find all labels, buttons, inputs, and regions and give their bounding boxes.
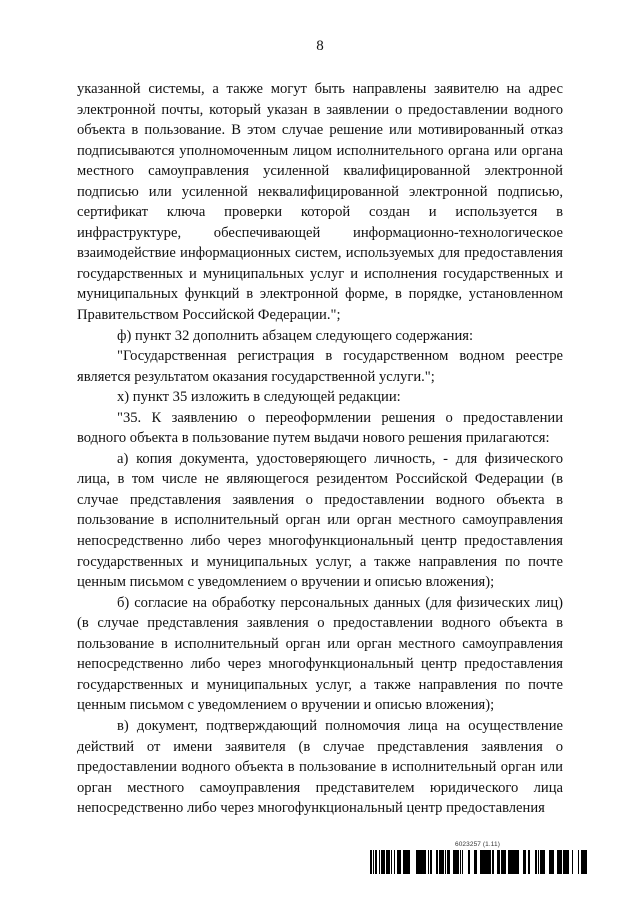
barcode-bar [540, 850, 542, 874]
paragraph-item-kh: х) пункт 35 изложить в следующей редакции: [117, 389, 401, 406]
barcode-bar [455, 850, 456, 874]
barcode-bar [387, 850, 389, 874]
barcode-bar [501, 850, 502, 874]
paragraph-subitem-a: а) копия документа, удостоверяющего личность, - для физического лица, в том числе не являющегося резидентом Российской Федерации (в случае представления заявления о предоставлении водного объекта в пользование в исполнительный орган или орган местного самоуправления непосредственно либо через многофункциональный центр предоставления государственных и муниципальных услуг, а также направления по почте ценным письмом с уведомлением о вручении и описью вложения); [77, 450, 563, 591]
barcode-bar [559, 850, 560, 874]
barcode-bar [468, 850, 470, 874]
paragraph-subitem-b: б) согласие на обработку персональных данных (для физических лиц) (в случае представления заявления о предоставлении водного объекта в пользование в исполнительный орган или орган местного самоуправления непосредственно либо через многофункциональный центр предоставления государственных и муниципальных услуг, а также направления по почте ценным письмом с уведомлением о вручении и описью вложения); [77, 594, 563, 714]
barcode-bar [516, 850, 517, 874]
barcode-bar [563, 850, 564, 874]
barcode-bar [456, 850, 458, 874]
barcode-bar [549, 850, 550, 874]
barcode-bar [550, 850, 552, 874]
paragraph-subitem-v: в) документ, подтверждающий полномочия лица на осуществление действий от имени заявителя (в случае представления заявления о предоставлении водного объекта в пользование в исполнительный орган или орган местного самоуправления представителем юридического лица непосредственно либо через многофункциональный центр предоставления [77, 717, 563, 817]
barcode-bar [458, 850, 459, 874]
barcode-bar [383, 850, 385, 874]
barcode-bar [493, 850, 494, 874]
barcode-bar [515, 850, 516, 874]
barcode-bar [407, 850, 408, 874]
barcode-bar [502, 850, 503, 874]
barcode-bar [529, 850, 530, 874]
barcode-bar [504, 850, 505, 874]
barcode-bar [430, 850, 432, 874]
paragraph-point-35: "35. К заявлению о переоформлении решения о предоставлении водного объекта в пользование путем выдачи нового решения прилагаются: [77, 409, 563, 447]
barcode-bar [449, 850, 450, 874]
barcode-bar [566, 850, 568, 874]
barcode-bar [492, 850, 493, 874]
barcode-bar [397, 850, 399, 874]
barcode-bar [423, 850, 425, 874]
barcode-bar [400, 850, 401, 874]
barcode-bar [544, 850, 545, 874]
paragraph-item-f: ф) пункт 32 дополнить абзацем следующего содержания: [117, 327, 474, 344]
barcode-bar [582, 850, 584, 874]
barcode-bar [404, 850, 405, 874]
barcode-bar [445, 850, 446, 874]
barcode-graphic [369, 850, 587, 874]
barcode-bar [482, 850, 485, 874]
document-body [77, 79, 563, 819]
barcode-bar [480, 850, 482, 874]
barcode-bar [394, 850, 395, 874]
barcode-bar [542, 850, 544, 874]
barcode-bar [370, 850, 371, 874]
barcode-bar [568, 850, 569, 874]
barcode-bar [498, 850, 500, 874]
barcode-bar [523, 850, 525, 874]
barcode-bar [416, 850, 418, 874]
barcode-icon [369, 850, 587, 874]
barcode-bar [503, 850, 504, 874]
barcode-bar [486, 850, 488, 874]
paragraph-quote-registration: "Государственная регистрация в государственном водном реестре является результатом оказания государственной услуги."; [77, 348, 563, 385]
barcode-bar [375, 850, 377, 874]
barcode-bar [565, 850, 566, 874]
barcode-bar [437, 850, 438, 874]
barcode-bar [428, 850, 429, 874]
barcode-bar [373, 850, 374, 874]
barcode-bar [510, 850, 511, 874]
barcode-bar [560, 850, 561, 874]
barcode-bar [525, 850, 526, 874]
barcode-bar [488, 850, 490, 874]
barcode-bar [453, 850, 455, 874]
barcode-bar [460, 850, 461, 874]
barcode-bar [497, 850, 498, 874]
barcode-bar [405, 850, 407, 874]
barcode-bar [584, 850, 587, 874]
barcode-bar [572, 850, 573, 874]
barcode-bar [448, 850, 449, 874]
barcode-bar [474, 850, 477, 874]
barcode-bar [439, 850, 441, 874]
barcode-bar [511, 850, 512, 874]
barcode-bar [442, 850, 443, 874]
barcode-bar [418, 850, 419, 874]
barcode-bar [403, 850, 404, 874]
barcode-bar [462, 850, 463, 874]
barcode-bar [441, 850, 442, 874]
barcode-bar [386, 850, 387, 874]
barcode-bar [505, 850, 506, 874]
barcode-bar [564, 850, 565, 874]
barcode-bar [512, 850, 515, 874]
barcode-bar [552, 850, 553, 874]
barcode-bar [379, 850, 380, 874]
barcode-bar [420, 850, 423, 874]
barcode-bar [447, 850, 448, 874]
barcode-bar [381, 850, 383, 874]
barcode-bar [389, 850, 390, 874]
barcode-bar [517, 850, 519, 874]
barcode-bar [443, 850, 444, 874]
barcode-bar [508, 850, 510, 874]
barcode-bar [581, 850, 582, 874]
barcode-bar [371, 850, 372, 874]
barcode-bar [557, 850, 558, 874]
barcode-bar [553, 850, 554, 874]
barcode-bar [578, 850, 579, 874]
barcode-bar [436, 850, 437, 874]
barcode-bar [485, 850, 486, 874]
barcode-bar [528, 850, 529, 874]
barcode-bar [419, 850, 420, 874]
barcode-bar [391, 850, 392, 874]
barcode-bar [561, 850, 562, 874]
barcode-bar [408, 850, 410, 874]
barcode-bar [425, 850, 426, 874]
barcode-bar [490, 850, 491, 874]
barcode-bar [399, 850, 400, 874]
barcode-bar [558, 850, 559, 874]
barcode-bar [535, 850, 537, 874]
page-number: 8 [316, 38, 324, 54]
barcode-bar [538, 850, 539, 874]
paragraph-continuation: указанной системы, а также могут быть направлены заявителю на адрес электронной почты, который указан в заявлении о предоставлении водного объекта в пользование. В этом случае решение или мотивированный отказ подписываются уполномоченным лицом исполнительного органа или органа местного самоуправления усиленной квалифицированной электронной подписью или усиленной неквалифицированной электронной подписью, сертификат ключа проверки которой создан и используется в инфраструктуре, обеспечивающей информационно-технологическое взаимодействие информационных систем, используемых для предоставления государственных и муниципальных услуг и исполнения государственных и муниципальных функций в электронной форме, в порядке, установленном Правительством Российской Федерации."; [77, 81, 563, 324]
document-code: 6023257 (1.11) [455, 841, 501, 848]
